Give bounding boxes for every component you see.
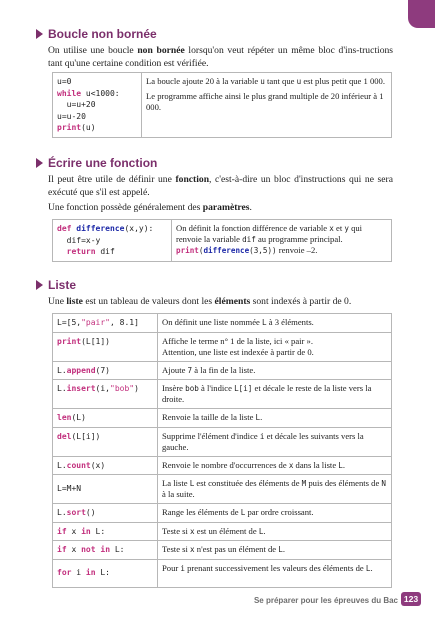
table-row: L.count(x) Renvoie le nombre d'occurrences de x dans la liste L. bbox=[53, 456, 392, 475]
triangle-bullet-icon bbox=[36, 158, 43, 168]
page-number: 123 bbox=[401, 592, 421, 606]
boucle-table bbox=[52, 72, 392, 138]
table-row: for i in L: Pour i prenant successivement les valeurs des éléments de L. bbox=[53, 559, 392, 587]
boucle-description: La boucle ajoute 20 à la variable u tant que u est plus petit que 1 000. Le programme affiche ainsi le plus grand multiple de 20 inférieur à 1 000. bbox=[142, 73, 392, 138]
triangle-bullet-icon bbox=[36, 29, 43, 39]
table-row: L.insert(i,"bob") Insère bob à l'indice L[i] et décale le reste de la liste vers la droite. bbox=[53, 380, 392, 409]
paragraph-liste: Une liste est un tableau de valeurs dont les éléments sont indexés à partir de 0. bbox=[48, 296, 352, 307]
section-title-liste: Liste bbox=[36, 278, 76, 292]
table-row: print(L[1]) Affiche le terme n° 1 de la liste, ici « pair ». Attention, une liste est indexée à partir de 0. bbox=[53, 332, 392, 361]
table-row: L.sort() Range les éléments de L par ordre croissant. bbox=[53, 504, 392, 523]
fonction-table bbox=[52, 219, 392, 262]
fonction-code: def difference(x,y): dif=x-y return dif bbox=[53, 220, 172, 262]
table-row: if x not in L: Teste si x n'est pas un élément de L. bbox=[53, 541, 392, 560]
paragraph-fonction-2: Une fonction possède généralement des paramètres. bbox=[48, 202, 252, 213]
boucle-code: u=0 while u<1000: u=u+20 u=u-20 print(u) bbox=[53, 73, 142, 138]
section-title-boucle: Boucle non bornée bbox=[36, 27, 157, 41]
triangle-bullet-icon bbox=[36, 280, 43, 290]
table-row: len(L) Renvoie la taille de la liste L. bbox=[53, 409, 392, 428]
table-row: L=[5,"pair", 8.1] On définit une liste nommée L à 3 éléments. bbox=[53, 314, 392, 333]
table-row: L.append(7) Ajoute 7 à la fin de la liste. bbox=[53, 361, 392, 380]
table-row: if x in L: Teste si x est un élément de L. bbox=[53, 522, 392, 541]
page-tab-marker bbox=[408, 0, 435, 28]
fonction-description: On définit la fonction différence de variable x et y qui renvoie la variable dif au programme principal. print(difference(3,5)) renvoie –2. bbox=[172, 220, 392, 262]
section-title-fonction: Écrire une fonction bbox=[36, 156, 157, 170]
paragraph-boucle: On utilise une boucle non bornée lorsqu'on veut répéter un même bloc d'ins-tructions tant qu'une certaine condition est vérifiée. bbox=[48, 45, 394, 69]
table-row: del(L[i]) Supprime l'élément d'indice i et décale les suivants vers la gauche. bbox=[53, 427, 392, 456]
paragraph-fonction-1: Il peut être utile de définir une fonction, c'est-à-dire un bloc d'instructions qui ne sera exécuté que s'il est appelé. bbox=[48, 174, 393, 198]
liste-table bbox=[52, 313, 392, 588]
table-row: L=M+N La liste L est constituée des éléments de M puis des éléments de N à la suite. bbox=[53, 475, 392, 504]
footer-text: Se préparer pour les épreuves du Bac bbox=[253, 596, 398, 605]
